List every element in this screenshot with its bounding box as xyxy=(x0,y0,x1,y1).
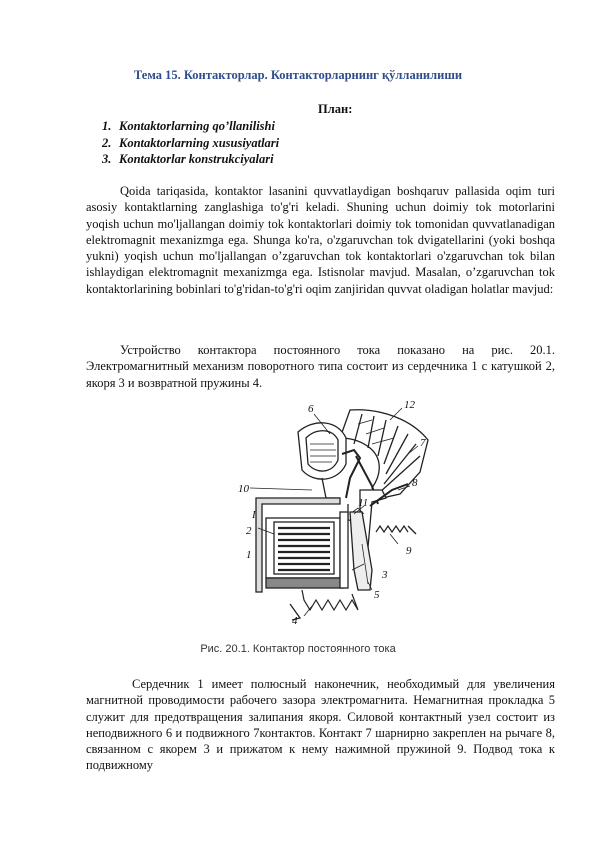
plan-item-text: Kontaktorlarning qo’llanilishi xyxy=(119,119,275,133)
plan-item xyxy=(102,135,279,152)
plan-item-number: 1. xyxy=(102,119,112,133)
plan-heading: План: xyxy=(318,102,353,116)
label-4: 4 xyxy=(292,615,298,627)
paragraph-device xyxy=(86,342,555,391)
label-3: 3 xyxy=(382,569,388,581)
page-title: Тема 15. Контакторлар. Контакторларнинг қўлланилиши xyxy=(133,68,463,82)
plan-item-text: Kontaktorlar konstrukciyalari xyxy=(119,152,274,166)
blowout-coil xyxy=(298,423,346,498)
label-12: 12 xyxy=(404,399,415,411)
label-1: 1 xyxy=(246,549,252,561)
paragraph-description xyxy=(86,676,555,774)
plan-item-number: 2. xyxy=(102,135,112,150)
coil-core xyxy=(266,512,348,588)
plan-item-text: Kontaktorlarning xususiyatlari xyxy=(119,135,280,150)
paragraph-intro xyxy=(86,183,555,297)
label-8: 8 xyxy=(412,477,418,489)
label-2: 2 xyxy=(246,525,252,537)
contactor-diagram xyxy=(222,394,436,634)
label-11: 11 xyxy=(358,497,369,509)
label-6: 6 xyxy=(308,403,314,415)
label-9: 9 xyxy=(406,545,412,557)
plan-item xyxy=(102,118,279,135)
paragraph-intro-text: Qoida tariqasida, kontaktor lasanini quvvatlaydigan boshqaruv pallasida oqim turi asosiy kontaktlarning zanglashiga to'g'ri keladi. Shuning uchun doimiy tok motorlarini yoqish uchun mo'ljallangan doimiy tok kontaktorlari doimiy tok tomonidan quvvatlanadigan elektromagnit mexanizmga ega. Shunga ko'ra, o'zgaruvchan tok dvigatellarini (yoki boshqa yukni) yoqish uchun mo'ljallangan o’zgaruvchan tok kontaktorlari o'zgaruvchan tok bilan ishlaydigan elektromagnit mexanizmga ega. Istisnolar mavjud. Masalan, o’zgaruvchan tok kontaktorlarining bobinlari to'g'ridan-to'g'ri oqim zanjiridan quvvat oladigan holatlar mavjud: xyxy=(86,184,555,296)
plan-item-number: 3. xyxy=(102,152,112,166)
label-I: I xyxy=(252,509,256,521)
plan-list xyxy=(102,118,279,168)
pressure-spring xyxy=(376,526,416,534)
label-7: 7 xyxy=(420,437,426,449)
plan-item xyxy=(102,151,279,168)
paragraph-description-text: Сердечник 1 имеет полюсный наконечник, необходимый для увеличения магнитной проводимости рабочего зазора электромагнита. Немагнитная прокладка 5 служит для предотвращения залипания якоря. Силовой контактный узел состоит из неподвижного 6 и подвижного 7контактов. Контакт 7 шарнирно закреплен на рычаге 8, связанном с якорем 3 и прижатом к нему нажимной пружиной 9. Подвод тока к подвижному xyxy=(86,677,555,773)
paragraph-device-text: Устройство контактора постоянного тока показано на рис. 20.1. Электромагнитный механизм поворотного типа состоит из сердечника 1 с катушкой 2, якоря 3 и возвратной пружины 4. xyxy=(86,343,555,390)
figure-caption: Рис. 20.1. Контактор постоянного тока xyxy=(200,643,396,655)
label-5: 5 xyxy=(374,589,380,601)
return-spring xyxy=(290,590,358,620)
label-10: 10 xyxy=(238,483,249,495)
